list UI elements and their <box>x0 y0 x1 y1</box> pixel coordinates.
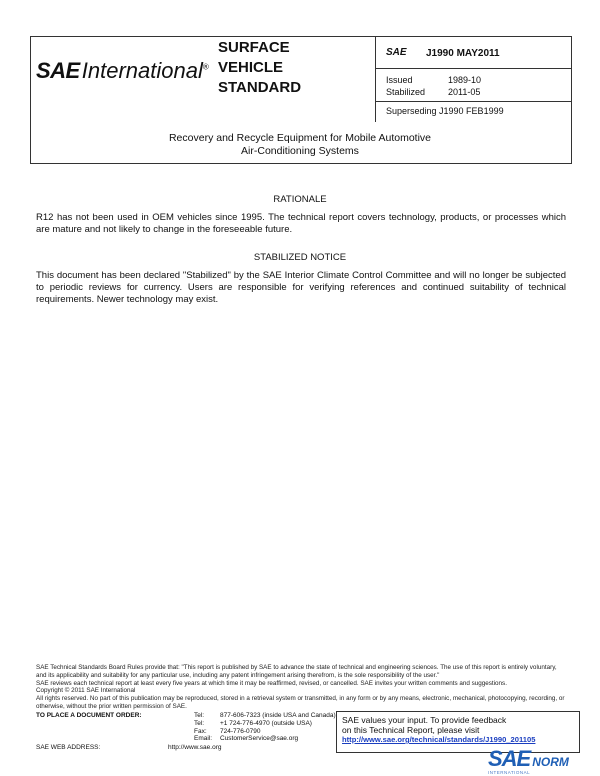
footer-legal <box>36 664 566 711</box>
stabilized-label: Stabilized <box>386 87 426 97</box>
standard-type-line-1: SURFACE <box>218 39 290 56</box>
web-label: SAE WEB ADDRESS: <box>36 744 101 751</box>
stabilized-text: This document has been declared "Stabilized" by the SAE Interior Climate Control Committee and will no longer be subjected to periodic reviews for currency. Users are responsible for verifying references and continued suitability of technical requirements. Newer technology may exist. <box>36 270 566 305</box>
standard-type-line-3: STANDARD <box>218 79 302 96</box>
issued-label: Issued <box>386 75 413 85</box>
document-number: J1990 MAY2011 <box>426 48 500 59</box>
standard-type-line-2: VEHICLE <box>218 59 284 76</box>
watermark-sub: INTERNATIONAL <box>488 770 531 775</box>
email-label: Email: <box>194 735 213 743</box>
issued-row <box>386 75 481 85</box>
stabilized-heading: STABILIZED NOTICE <box>253 252 347 263</box>
tel-label: Tel: <box>194 712 205 719</box>
feedback-line-1: SAE values your input. To provide feedback <box>342 715 507 725</box>
stabilized-row <box>386 87 480 97</box>
superseding-note: Superseding J1990 FEB1999 <box>386 106 504 116</box>
footer-copyright: Copyright © 2011 SAE International <box>36 687 136 695</box>
title-line-2: Air-Conditioning Systems <box>241 145 359 157</box>
watermark-big: SAE <box>488 746 531 771</box>
header-divider <box>375 36 376 122</box>
header-rule-2 <box>375 101 571 102</box>
sae-norm-watermark <box>488 746 569 775</box>
email-link[interactable]: CustomerService@sae.org <box>220 735 299 743</box>
rationale-heading: RATIONALE <box>273 194 327 205</box>
order-contacts <box>36 712 336 743</box>
sae-international-logo: SAEInternational® <box>36 58 209 83</box>
fax-label: Fax: <box>194 727 207 735</box>
tel2-value[interactable]: +1 724-776-4970 (outside USA) <box>220 719 312 727</box>
rationale-text: R12 has not been used in OEM vehicles since 1995. The technical report covers technology, products, or processes which are mature and not likely to change in the foreseeable future. <box>36 212 566 235</box>
footer-rules: SAE Technical Standards Board Rules provide that: "This report is published by SAE to advance the state of technical and engineering sciences. The use of this report is entirely voluntary, and its applicability and suitability for any particular use, including any patent infringement arising therefrom, is the sole responsibility of the user." <box>36 664 557 679</box>
tel-value[interactable]: 877-606-7323 (inside USA and Canada) <box>220 712 336 719</box>
feedback-line-2: on this Technical Report, please visit <box>342 725 480 735</box>
tel2-label: Tel: <box>194 719 205 727</box>
web-address-row <box>36 744 221 751</box>
title-line-1: Recovery and Recycle Equipment for Mobile Automotive <box>168 132 432 144</box>
footer-review: SAE reviews each technical report at least every five years at which time it may be reaffirmed, revised, or cancelled. SAE invites your written comments and suggestions. <box>36 679 507 687</box>
watermark-small: NORM <box>532 755 569 769</box>
sae-mini-logo: SAE <box>386 47 407 58</box>
web-link[interactable]: http://www.sae.org <box>168 744 222 751</box>
order-label: TO PLACE A DOCUMENT ORDER: <box>36 712 142 719</box>
document-title <box>30 132 570 158</box>
footer-rights: All rights reserved. No part of this publication may be reproduced, stored in a retrieval system or transmitted, in any form or by any means, electronic, mechanical, photocopying, recording, or otherwise, without the prior written permission of SAE. <box>36 695 565 710</box>
issued-value: 1989-10 <box>448 75 482 85</box>
header-rule-1 <box>375 68 571 69</box>
feedback-link[interactable]: http://www.sae.org/technical/standards/J1990_201105 <box>342 735 536 744</box>
fax-value: 724-776-0790 <box>220 727 261 735</box>
stabilized-value: 2011-05 <box>448 87 481 97</box>
standard-type <box>218 38 301 98</box>
